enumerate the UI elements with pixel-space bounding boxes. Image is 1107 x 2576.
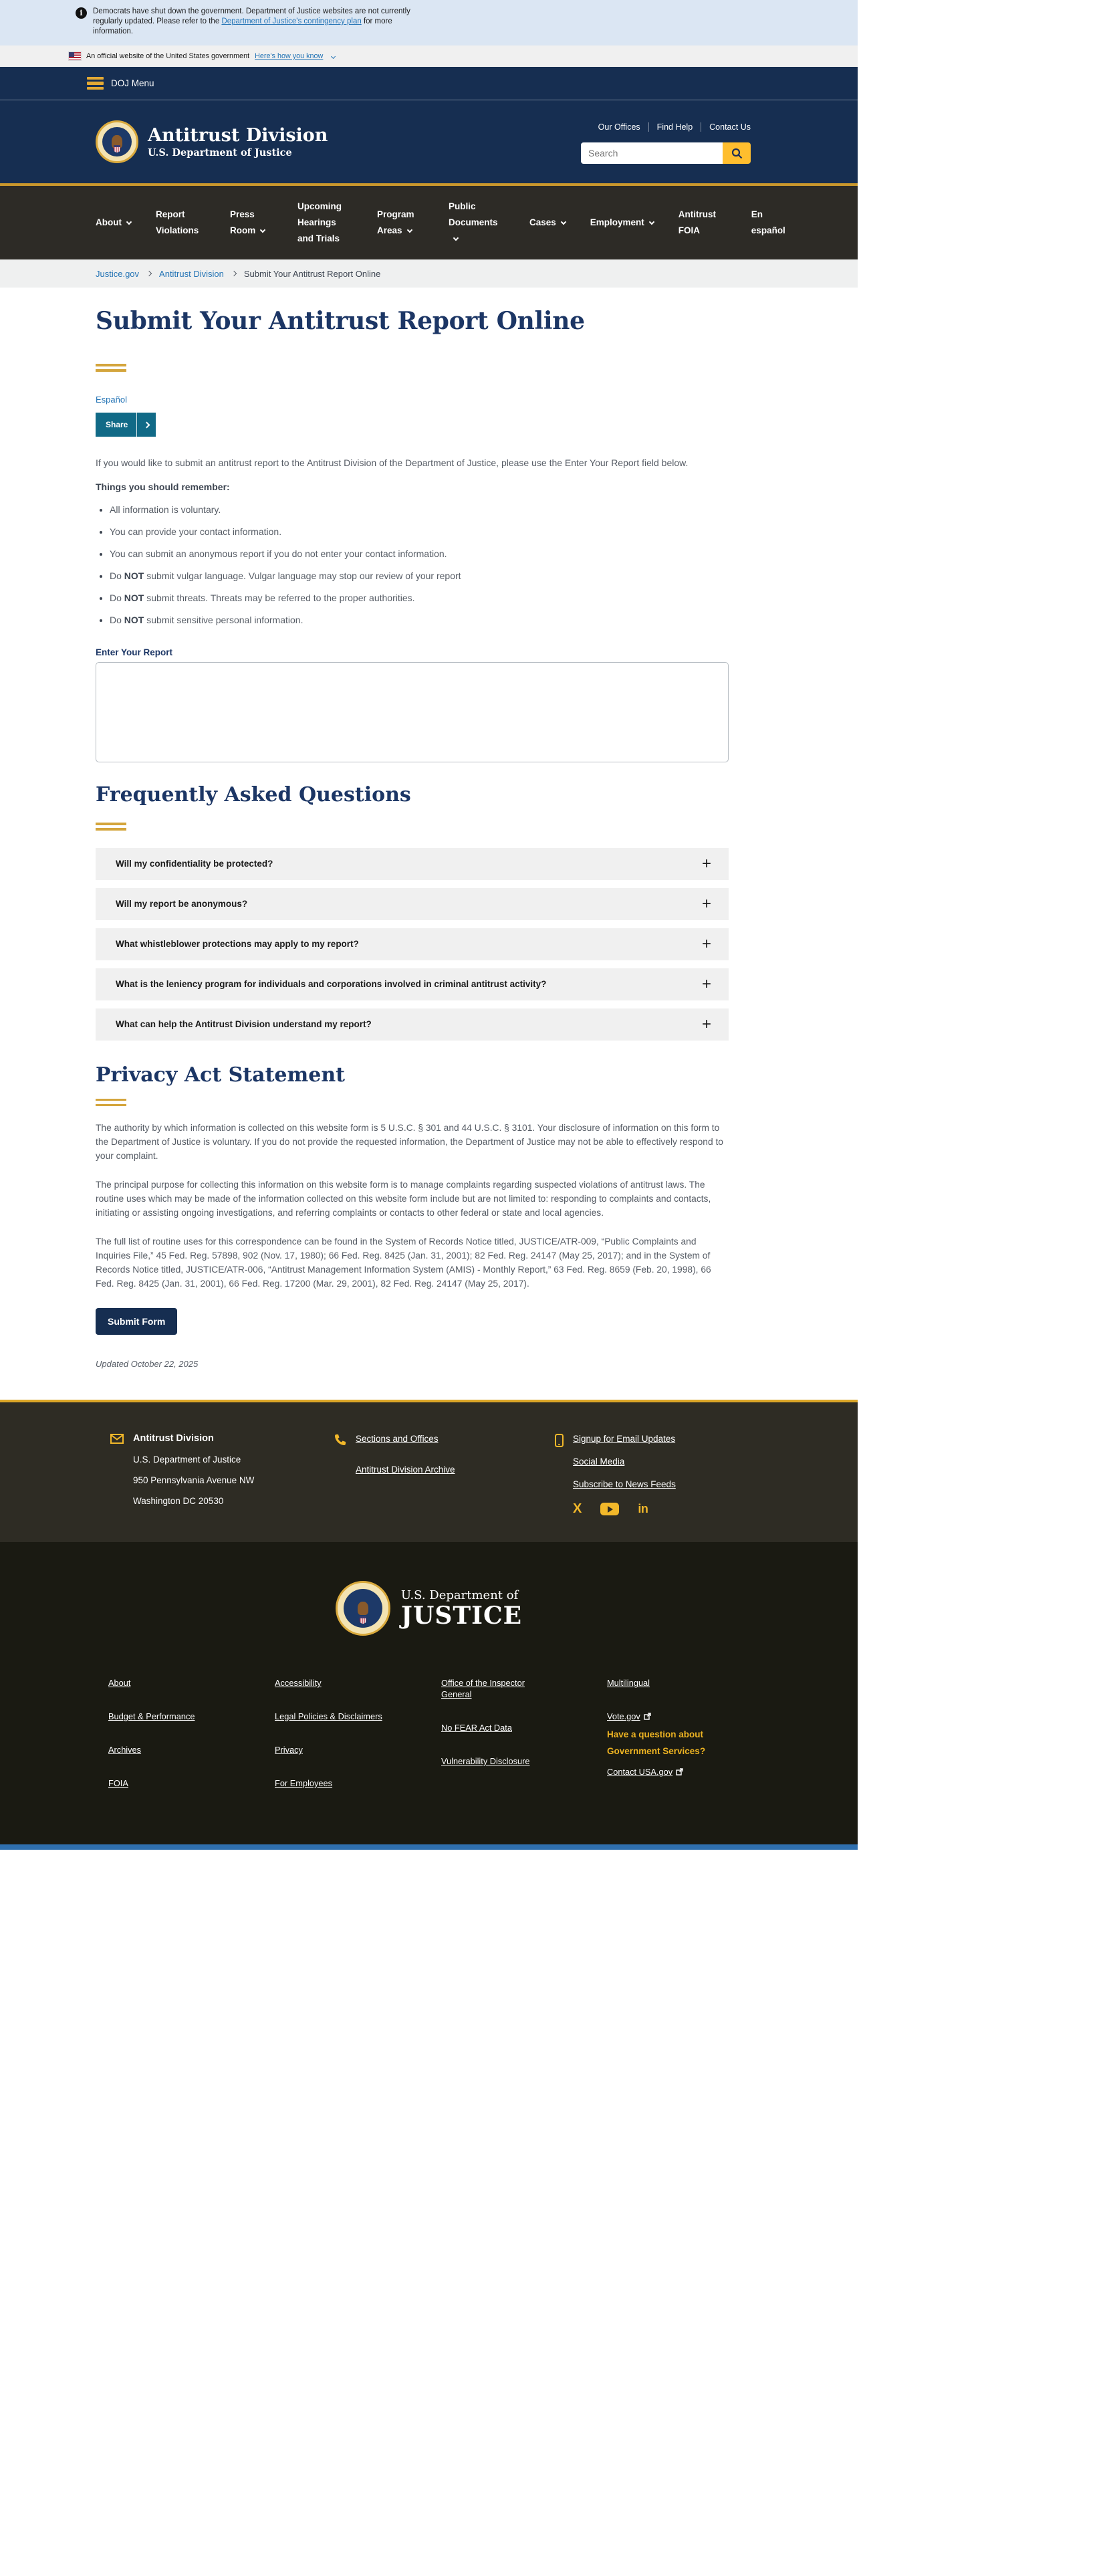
list-item: • Do NOT submit threats. Threats may be referred to the proper authorities. (110, 591, 729, 605)
footer-address-line: Washington DC 20530 (133, 1496, 224, 1506)
main-navigation (0, 186, 858, 259)
footer-offices-column (334, 1433, 555, 1517)
nav-item-report-violations[interactable]: Report Violations (155, 209, 199, 235)
footer-legal-policies-link[interactable]: Legal Policies & Disclaimers (275, 1711, 382, 1721)
share-button[interactable] (96, 413, 156, 437)
footer-accessibility-link[interactable]: Accessibility (275, 1678, 322, 1688)
footer-links-col2 (275, 1677, 441, 1811)
email-updates-link[interactable]: Signup for Email Updates (573, 1434, 676, 1444)
us-flag-icon (69, 52, 81, 60)
updated-date: Updated October 22, 2025 (96, 1359, 199, 1369)
plus-icon[interactable]: + (701, 854, 711, 873)
faq-heading: Frequently Asked Questions (96, 783, 411, 807)
footer-no-fear-link[interactable]: No FEAR Act Data (441, 1723, 512, 1733)
chevron-down-icon (331, 53, 336, 58)
nav-item-public-documents[interactable]: Public Documents (449, 199, 505, 247)
gold-divider (96, 364, 126, 372)
list-item: • You can provide your contact information. (110, 525, 729, 539)
breadcrumb-separator-icon (146, 271, 152, 276)
footer-links-col3 (441, 1677, 607, 1811)
sections-offices-link[interactable]: Sections and Offices (356, 1434, 439, 1444)
faq-question: What whistleblower protections may apply to my report? (116, 939, 359, 949)
external-link-icon (676, 1767, 683, 1779)
faq-item-whistleblower[interactable] (96, 928, 729, 960)
hamburger-menu-icon[interactable] (87, 77, 104, 90)
our-offices-link[interactable]: Our Offices (598, 122, 640, 132)
contact-us-link[interactable]: Contact Us (701, 122, 751, 132)
privacy-paragraph: The full list of routine uses for this correspondence can be found in the System of Records Notice titled, JUSTICE/ATR-009, “Public Complaints and Inquiries File,” 45 Fed. Reg. 57898, 902 (Nov. 17, 1980); 66 Fed. Reg. 8425 (Jan. 31, 2001); 82 Fed. Reg. 24147 (May 25, 2017); and in the System of Records Notice titled, JUSTICE/ATR-006, “Antitrust Management Information System (AMIS) - Monthly Report,” 63 Fed. Reg. 8659 (Feb. 20, 1998), 66 Fed. Reg. 8425 (Jan. 31, 2001), 66 Fed. Reg. 17200 (Mar. 29, 2001), 82 Fed. Reg. 24147 (May 25, 2017). (96, 1237, 711, 1289)
privacy-act-section (96, 1063, 729, 1291)
footer-links-col4 (607, 1677, 808, 1811)
list-item: • Do NOT submit sensitive personal information. (110, 613, 729, 627)
chevron-down-icon (453, 235, 459, 241)
privacy-paragraph: The authority by which information is collected on this website form is 5 U.S.C. § 301 and 44 U.S.C. § 3101. Your disclosure of information on this form to the Department of Justice is voluntary. If you do not provide the requested information, the Department of Justice may not be able to effectively respond to your complaint. (96, 1123, 723, 1161)
footer-bottom-bar (0, 1844, 858, 1850)
info-icon: i (76, 7, 87, 19)
share-button-label: Share (106, 420, 128, 429)
youtube-icon[interactable] (600, 1503, 619, 1515)
dept-logo-line1: U.S. Department of (400, 1588, 519, 1602)
footer-budget-link[interactable]: Budget & Performance (108, 1711, 195, 1721)
footer-multilingual-link[interactable]: Multilingual (607, 1678, 650, 1688)
chevron-down-icon (561, 219, 566, 225)
header-utility-links (590, 122, 751, 132)
plus-icon[interactable]: + (701, 894, 711, 913)
doj-seal-logo (336, 1581, 390, 1636)
faq-item-confidentiality[interactable] (96, 848, 729, 880)
footer-updates-column (555, 1433, 676, 1517)
search-icon (731, 148, 743, 159)
list-item: • All information is voluntary. (110, 503, 729, 517)
espanol-link[interactable]: Español (96, 395, 127, 405)
breadcrumb-antitrust-division[interactable]: Antitrust Division (159, 268, 224, 279)
nav-item-press-room[interactable]: Press Room (230, 207, 273, 239)
antitrust-archive-link[interactable]: Antitrust Division Archive (356, 1465, 455, 1475)
footer-privacy-link[interactable]: Privacy (275, 1745, 303, 1755)
privacy-heading: Privacy Act Statement (96, 1063, 346, 1087)
footer-foia-link[interactable]: FOIA (108, 1778, 128, 1788)
site-title: Antitrust Division (148, 124, 328, 146)
alert-text-after: for more information. (93, 17, 392, 35)
plus-icon[interactable]: + (701, 934, 711, 953)
nav-item-program-areas[interactable]: Program Areas (376, 209, 414, 235)
doj-seal-logo (96, 120, 138, 163)
official-gov-banner (0, 45, 858, 67)
faq-item-anonymous[interactable] (96, 888, 729, 920)
chevron-down-icon (126, 219, 132, 225)
remember-heading: Things you should remember: (96, 481, 230, 492)
search-input[interactable] (581, 142, 723, 164)
heres-how-you-know-link[interactable]: Here's how you know (255, 52, 324, 60)
news-feeds-link[interactable]: Subscribe to News Feeds (573, 1479, 676, 1489)
main-content (96, 306, 729, 1369)
reminder-list (96, 503, 729, 627)
nav-item-upcoming-hearings[interactable]: Upcoming Hearings and Trials (297, 201, 342, 243)
gov-services-question: Have a question about Government Services? (607, 1729, 706, 1756)
linkedin-icon[interactable]: in (638, 1502, 648, 1515)
list-item: • Do NOT submit vulgar language. Vulgar language may stop our review of your report (110, 569, 729, 583)
brand[interactable] (96, 120, 328, 163)
mobile-phone-icon (555, 1434, 564, 1517)
nav-item-employment[interactable]: Employment (590, 215, 654, 231)
social-icons-row (573, 1501, 676, 1517)
faq-item-leniency[interactable] (96, 968, 729, 1000)
plus-icon[interactable]: + (701, 974, 711, 993)
footer-address-line: U.S. Department of Justice (133, 1455, 241, 1465)
page-title: Submit Your Antitrust Report Online (96, 307, 585, 335)
breadcrumb (0, 259, 858, 288)
list-item: • You can submit an anonymous report if you do not enter your contact information. (110, 547, 729, 561)
report-textarea[interactable] (96, 662, 729, 762)
faq-item-understand-report[interactable] (96, 1008, 729, 1041)
faq-question: Will my report be anonymous? (116, 899, 248, 909)
privacy-paragraph: The principal purpose for collecting this information on this website form is to manage complaints regarding suspected violations of antitrust laws. The routine uses which may be made of the information collected on this website form include but are not limited to: responding to complaints and contacts, initiating or assisting ongoing investigations, and referring complaints or contacts to other federal or state and local agencies. (96, 1180, 711, 1218)
report-field-label: Enter Your Report (96, 647, 173, 657)
footer-global (0, 1542, 858, 1850)
envelope-icon (110, 1434, 124, 1517)
external-link-icon (644, 1711, 651, 1723)
footer-about-link[interactable]: About (108, 1678, 131, 1688)
plus-icon[interactable]: + (701, 1014, 711, 1033)
header-right (581, 120, 751, 164)
chevron-down-icon (649, 219, 654, 225)
footer-contact-usa-gov-link[interactable]: Contact USA.gov (607, 1767, 673, 1777)
faq-question: What is the leniency program for individuals and corporations involved in criminal antitrust activity? (116, 979, 547, 989)
footer-inspector-general-link[interactable]: Office of the Inspector General (441, 1678, 525, 1699)
faq-question: What can help the Antitrust Division understand my report? (116, 1019, 372, 1029)
search-form (581, 142, 751, 164)
shutdown-alert-banner (0, 0, 858, 45)
contingency-plan-link[interactable]: Department of Justice's contingency plan (221, 17, 362, 25)
chevron-down-icon (406, 227, 412, 233)
submit-form-button[interactable]: Submit Form (96, 1308, 177, 1335)
nav-item-antitrust-foia[interactable]: Antitrust FOIA (678, 209, 717, 235)
gold-divider (96, 823, 126, 831)
faq-question: Will my confidentiality be protected? (116, 859, 273, 869)
nav-item-about[interactable]: About (96, 215, 131, 231)
nav-item-cases[interactable]: Cases (529, 215, 566, 231)
site-header (0, 100, 858, 186)
footer-address-column (110, 1433, 334, 1517)
footer-links-col1 (108, 1677, 275, 1811)
brand-text (148, 126, 328, 158)
chevron-right-icon[interactable] (137, 423, 156, 427)
footer-org-name: Antitrust Division (133, 1433, 214, 1444)
footer-vote-gov-link[interactable]: Vote.gov (607, 1711, 640, 1721)
nav-item-en-espanol[interactable]: En español (751, 209, 785, 235)
footer-links-grid (108, 1677, 858, 1844)
alert-text (93, 7, 414, 37)
faq-accordion (96, 848, 729, 1041)
find-help-link[interactable]: Find Help (648, 122, 701, 132)
social-media-link[interactable]: Social Media (573, 1457, 625, 1467)
breadcrumb-current: Submit Your Antitrust Report Online (243, 268, 381, 279)
dept-logo-line2: JUSTICE (400, 1602, 523, 1630)
footer-vulnerability-link[interactable]: Vulnerability Disclosure (441, 1756, 530, 1766)
footer-contact-band (0, 1400, 858, 1542)
gold-divider (96, 1099, 126, 1107)
doj-footer-logo (0, 1581, 858, 1636)
x-twitter-icon[interactable]: X (573, 1501, 582, 1516)
doj-menu-label[interactable]: DOJ Menu (111, 78, 154, 88)
site-subtitle: U.S. Department of Justice (148, 146, 292, 158)
intro-paragraph: If you would like to submit an antitrust report to the Antitrust Division of the Department of Justice, please use the Enter Your Report field below. (96, 457, 689, 468)
doj-menu-bar (0, 67, 858, 100)
alert-text-before: Democrats have shut down the government. Department of Justice websites are not currently regularly updated. Please refer to the (93, 7, 410, 25)
footer-employees-link[interactable]: For Employees (275, 1778, 333, 1788)
footer-address-line: 950 Pennsylvania Avenue NW (133, 1475, 255, 1485)
breadcrumb-separator-icon (231, 271, 237, 276)
official-banner-text: An official website of the United States government (86, 52, 250, 60)
phone-icon (334, 1434, 346, 1517)
breadcrumb-justice-gov[interactable]: Justice.gov (96, 268, 140, 279)
search-button[interactable] (723, 142, 751, 164)
footer-archives-link[interactable]: Archives (108, 1745, 142, 1755)
chevron-down-icon (260, 227, 265, 233)
